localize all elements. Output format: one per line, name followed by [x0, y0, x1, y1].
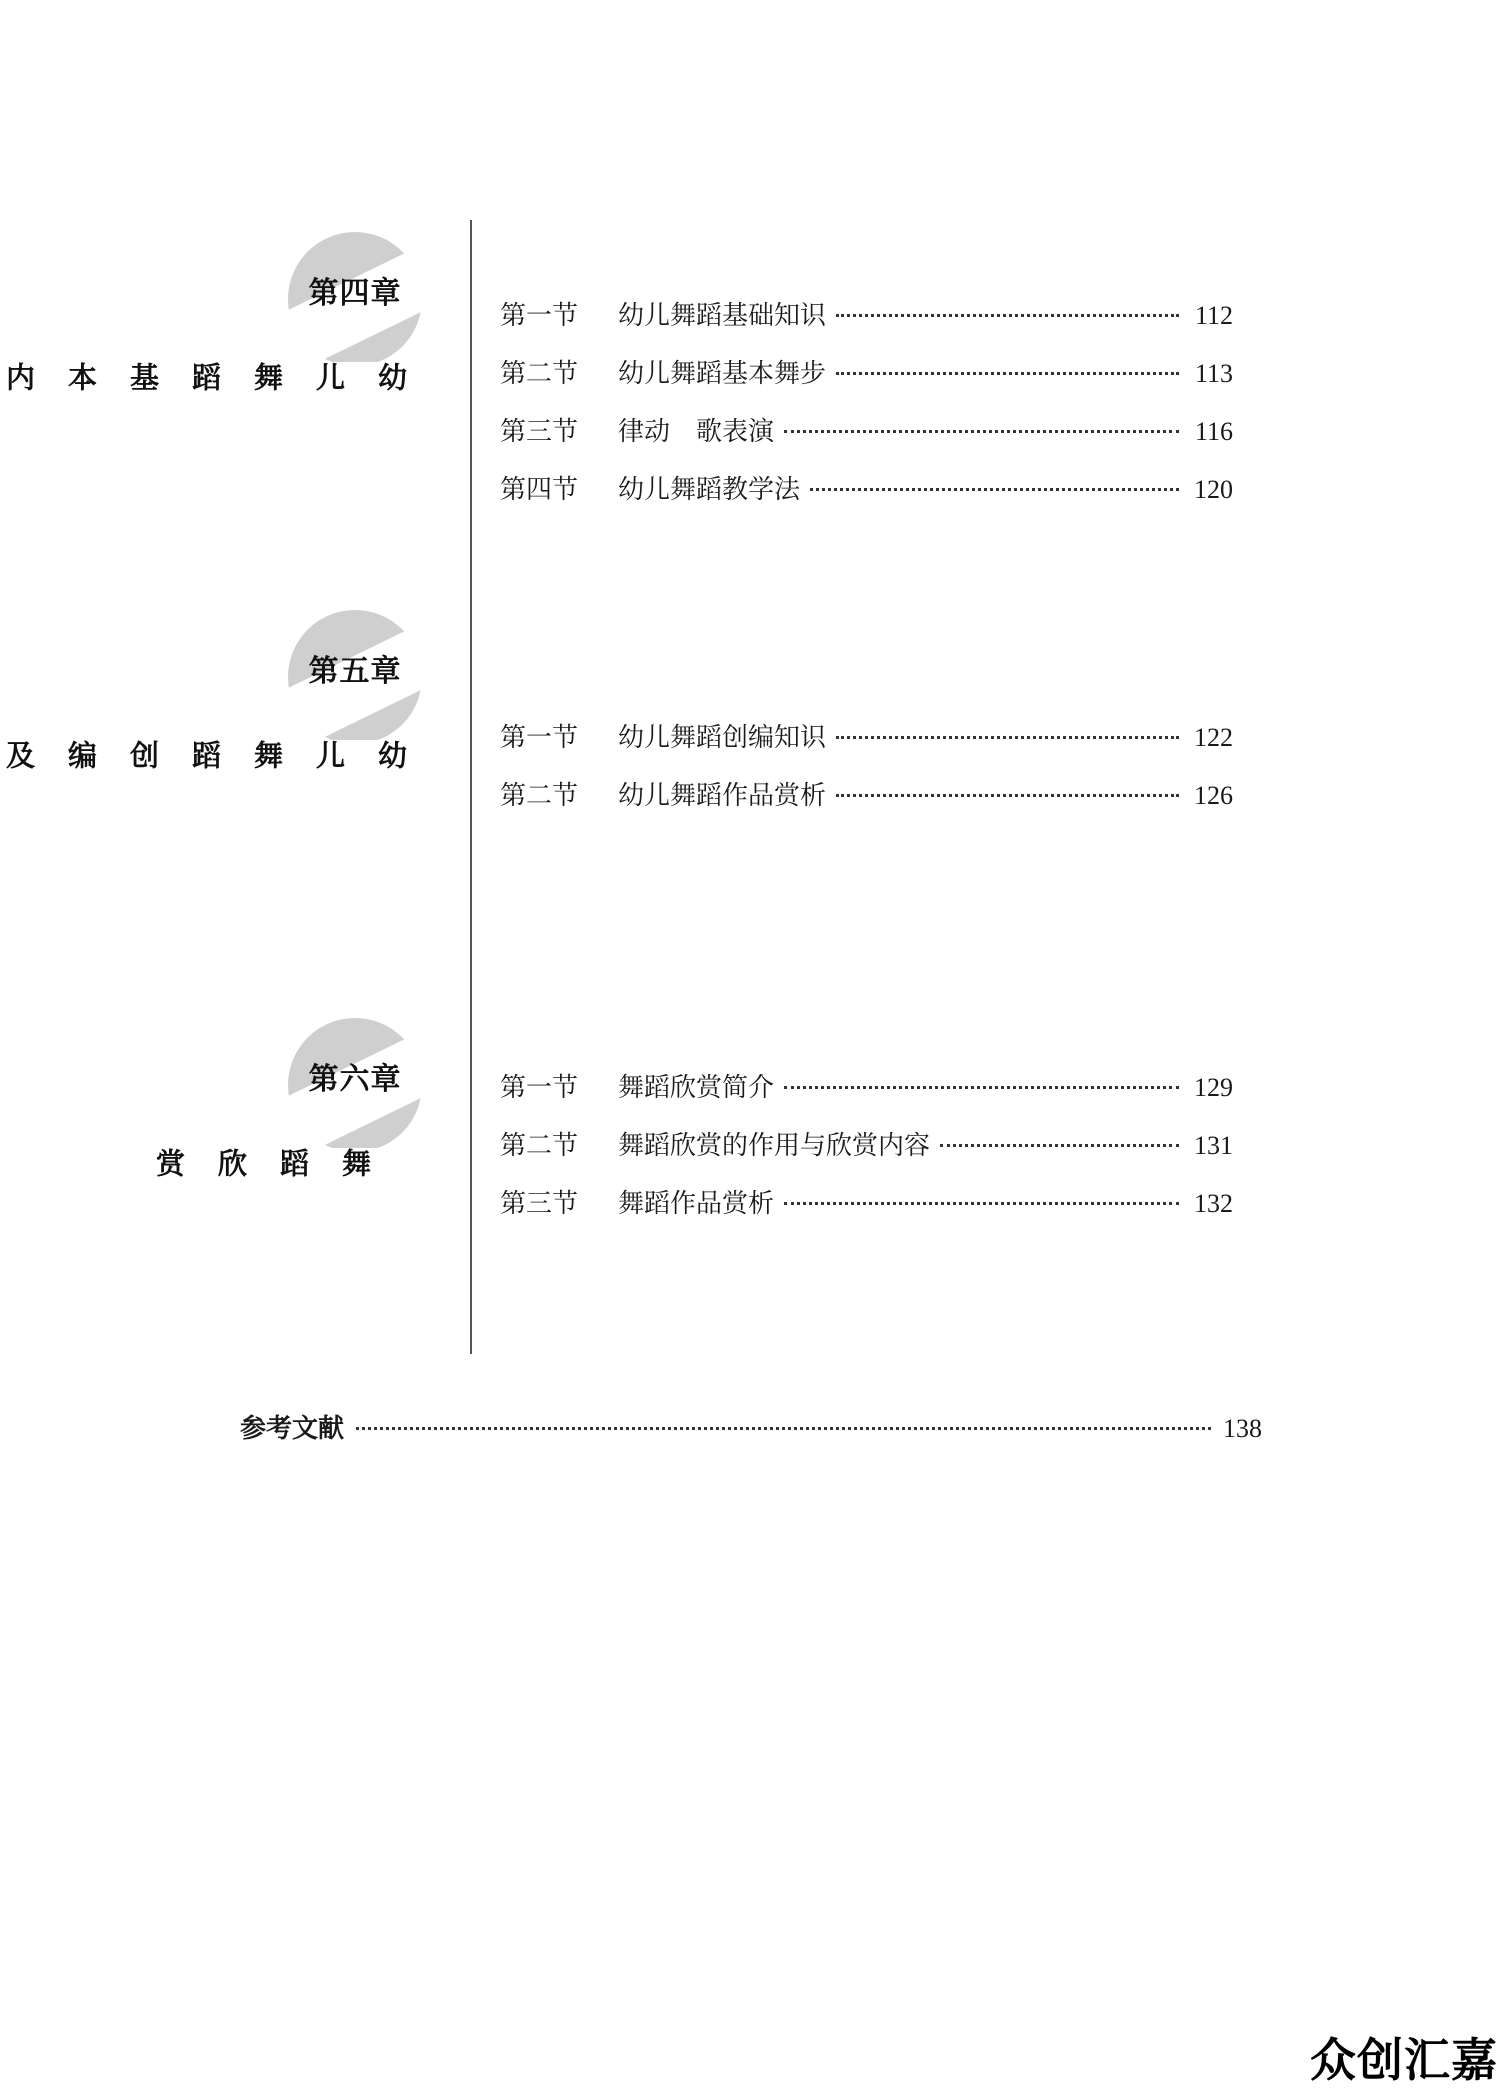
toc-entry[interactable]	[500, 1125, 1233, 1183]
toc-entry[interactable]	[500, 411, 1233, 469]
chapter-badge	[280, 232, 430, 362]
page-number: 129	[1194, 1073, 1233, 1102]
section-number: 第一节	[500, 723, 579, 753]
page-number: 131	[1194, 1131, 1233, 1160]
page-number: 120	[1194, 475, 1233, 504]
chapter-5-sections	[500, 717, 1233, 833]
divider-line	[470, 220, 472, 1354]
chapter-title: 幼儿舞蹈基本 内	[2, 362, 408, 393]
dot-leader	[836, 736, 1179, 739]
section-title: 幼儿舞蹈创编知识	[618, 723, 827, 753]
dot-leader	[784, 430, 1179, 433]
references-title: 参考文献	[240, 1414, 345, 1444]
page-number: 138	[1223, 1414, 1262, 1443]
section-number: 第一节	[500, 301, 579, 331]
toc-entry[interactable]	[500, 469, 1233, 527]
section-number: 第二节	[500, 359, 579, 389]
dot-leader	[836, 372, 1179, 375]
chapter-4-sections	[500, 295, 1233, 527]
dot-leader	[836, 794, 1179, 797]
page-number: 126	[1194, 781, 1233, 810]
section-number: 第一节	[500, 1073, 579, 1103]
section-number: 第四节	[500, 475, 579, 505]
chapter-4	[2, 232, 430, 393]
chapter-title: 幼儿舞蹈创编 及	[2, 740, 408, 771]
toc-entry[interactable]	[500, 775, 1233, 833]
section-title: 幼儿舞蹈基础知识	[618, 301, 827, 331]
dot-leader	[836, 314, 1179, 317]
page-number: 116	[1194, 417, 1233, 446]
references-entry[interactable]	[240, 1408, 1262, 1445]
toc-entry[interactable]	[500, 1183, 1233, 1241]
section-title: 舞蹈作品赏析	[618, 1189, 775, 1219]
page-number: 112	[1194, 301, 1233, 330]
section-number: 第三节	[500, 417, 579, 447]
toc-entry[interactable]	[500, 1067, 1233, 1125]
section-title: 律动 歌表演	[618, 417, 775, 447]
section-number: 第二节	[500, 781, 579, 811]
toc-entry[interactable]	[500, 353, 1233, 411]
toc-entry[interactable]	[500, 717, 1233, 775]
section-title: 幼儿舞蹈作品赏析	[618, 781, 827, 811]
chapter-6-sections	[500, 1067, 1233, 1241]
section-title: 幼儿舞蹈基本舞步	[618, 359, 827, 389]
chapter-badge	[280, 1018, 430, 1148]
page-number: 113	[1194, 359, 1233, 388]
chapter-6	[152, 1018, 430, 1179]
section-title: 舞蹈欣赏的作用与欣赏内容	[618, 1131, 931, 1161]
toc-entry[interactable]	[500, 295, 1233, 353]
chapter-badge	[280, 610, 430, 740]
dot-leader	[940, 1144, 1179, 1147]
section-number: 第三节	[500, 1189, 579, 1219]
chapter-5	[2, 610, 430, 771]
section-number: 第二节	[500, 1131, 579, 1161]
page-number: 122	[1194, 723, 1233, 752]
section-title: 幼儿舞蹈教学法	[618, 475, 801, 505]
page-number: 132	[1194, 1189, 1233, 1218]
chapter-number: 第六章	[308, 1062, 402, 1097]
section-title: 舞蹈欣赏简介	[618, 1073, 775, 1103]
dot-leader	[784, 1202, 1179, 1205]
chapter-number: 第四章	[308, 276, 402, 311]
dot-leader	[356, 1427, 1211, 1430]
dot-leader	[784, 1086, 1179, 1089]
dot-leader	[810, 488, 1179, 491]
watermark-logo: 众创汇嘉	[1310, 2033, 1498, 2087]
chapter-title: 舞蹈欣赏	[152, 1148, 372, 1179]
chapter-number: 第五章	[308, 654, 402, 689]
